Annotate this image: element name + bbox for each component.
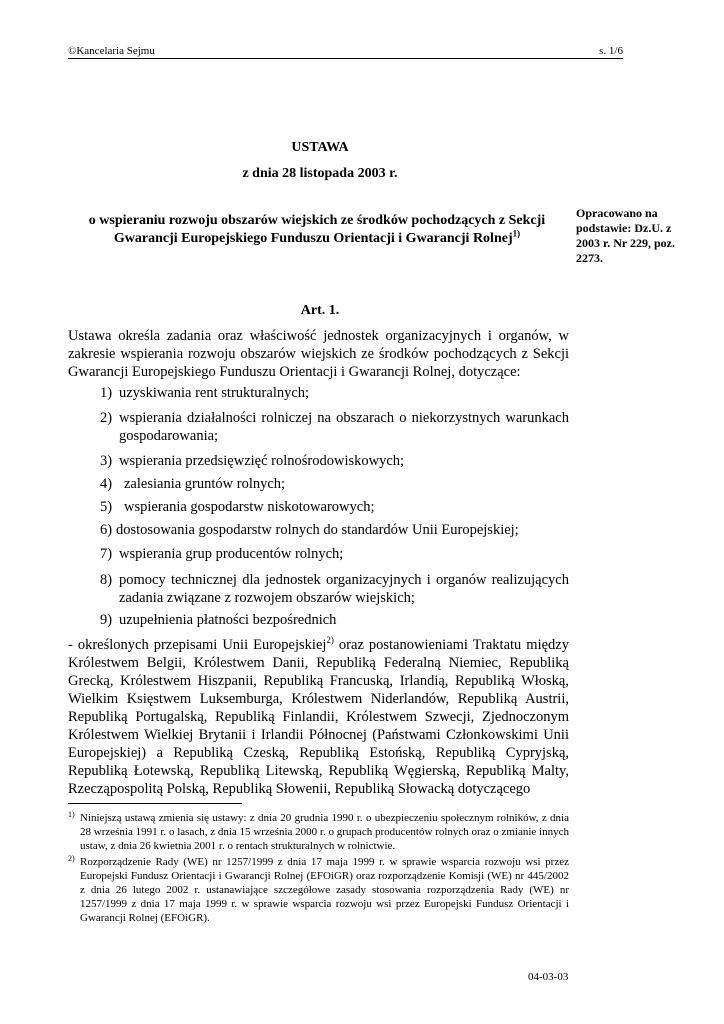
closing-text-start: - określonych przepisami Unii Europejskiej <box>68 637 327 653</box>
list-item-text: uzupełnienia płatności bezpośrednich <box>119 612 337 628</box>
footnote-divider <box>68 803 242 804</box>
list-item-text: wspierania przedsięwzięć rolnośrodowiskowych; <box>119 453 405 469</box>
list-item-text: wspierania gospodarstw niskotowarowych; <box>124 499 375 515</box>
list-item-text: wspierania grup producentów rolnych; <box>119 546 344 562</box>
list-item-number: 2) <box>100 410 113 426</box>
document-code: 04-03-03 <box>528 971 569 983</box>
article-intro: Ustawa określa zadania oraz właściwość jednostek organizacyjnych i organów, w zakresie wspierania rozwoju obszarów wiejskich ze środków pochodzących z Sekcji Gwarancji Europejskiego Funduszu Orientacji i Gwarancji Rolnej, dotyczące: <box>68 328 569 380</box>
list-item-text: uzyskiwania rent strukturalnych; <box>119 385 310 401</box>
act-date: z dnia 28 listopada 2003 r. <box>242 166 398 181</box>
footnotes <box>68 811 569 927</box>
article-closing-paragraph <box>68 636 569 798</box>
footnote-ref-1[interactable]: 1) <box>512 228 521 239</box>
footnote-text: Niniejszą ustawą zmienia się ustawy: z dnia 20 grudnia 1990 r. o ubezpieczeniu społecznym rolników, z dnia 28 września 1991 r. o lasach, z dnia 15 września 2000 r. o grupach producentów rolnych oraz o zmianie innych ustaw, z dnia 26 kwietnia 2001 r. o rentach strukturalnych w rolnictwie. <box>80 812 569 852</box>
source-note: Opracowano na podstawie: Dz.U. z 2003 r. Nr 229, poz. 2273. <box>576 206 675 265</box>
footnote-2 <box>68 855 569 925</box>
act-type: USTAWA <box>291 140 349 155</box>
list-item-text: dostosowania gospodarstw rolnych do standardów Unii Europejskiej; <box>116 522 519 538</box>
footnote-mark: 2) <box>68 854 75 863</box>
list-item-text: wspierania działalności rolniczej na obszarach o niekorzystnych warunkach gospodarowania; <box>119 410 569 444</box>
act-subject-text: o wspieraniu rozwoju obszarów wiejskich ze środków pochodzących z Sekcji Gwarancji Europejskiego Funduszu Orientacji i Gwarancji Rolnej <box>88 213 546 246</box>
article-title: Art. 1. <box>300 303 340 318</box>
header-page-number: s. 1/6 <box>599 45 623 57</box>
act-subject <box>72 212 562 248</box>
closing-text-rest: oraz postanowieniami Traktatu między Królestwem Belgii, Królestwem Danii, Republiką Federalną Niemiec, Republiką Grecką, Królestwem Hiszpanii, Republiką Francuską, Irlandią, Republiką Włoską, Wielkim Księstwem Luksemburga, Królestwem Niderlandów, Republiką Austrii, Republiką Portugalską, Republiką Finlandii, Królestwem Szwecji, Zjednoczonym Królestwem Wielkiej Brytanii i Irlandii Północnej (Państwami Członkowskimi Unii Europejskiej) a Republiką Czeską, Republiką Estońską, Republiką Cypryjską, Republiką Łotewską, Republiką Litewską, Republiką Węgierską, Republiką Malty, Rzecząpospolitą Polską, Republiką Słowenii, Republiką Słowacką dotyczącego <box>68 637 569 797</box>
footnote-mark: 1) <box>68 810 75 819</box>
footnote-ref-2[interactable]: 2) <box>326 635 334 646</box>
footnote-text: Rozporządzenie Rady (WE) nr 1257/1999 z dnia 17 maja 1999 r. w sprawie wsparcia rozwoju wsi przez Europejski Fundusz Orientacji i Gwarancji Rolnej (EFOiGR) oraz rozporządzenie Komisji (WE) nr 445/2002 z dnia 26 lutego 2002 r. ustanawiające szczegółowe zasady stosowania rozporządzenia Rady (WE) nr 1257/1999 z dnia 17 maja 1999 r. w sprawie wsparcia rozwoju wsi przez Europejski Fundusz Orientacji i Gwarancji Rolnej (EFOiGR). <box>80 856 569 924</box>
list-item-number: 4) <box>100 476 113 492</box>
list-item-number: 5) <box>100 499 113 515</box>
list-item-number: 7) <box>100 546 113 562</box>
page-header <box>68 45 623 59</box>
list-item-text: zalesiania gruntów rolnych; <box>124 476 286 492</box>
list-item-number: 9) <box>100 612 113 628</box>
list-item-number: 3) <box>100 453 113 469</box>
list-item-number: 1) <box>100 385 113 401</box>
list-item-number: 8) <box>100 572 113 588</box>
header-publisher: ©Kancelaria Sejmu <box>68 45 155 57</box>
footnote-1 <box>68 811 569 853</box>
list-item-text: pomocy technicznej dla jednostek organizacyjnych i organów realizujących zadania związane z rozwojem obszarów wiejskich; <box>119 572 569 606</box>
list-item-number: 6) <box>100 522 113 538</box>
